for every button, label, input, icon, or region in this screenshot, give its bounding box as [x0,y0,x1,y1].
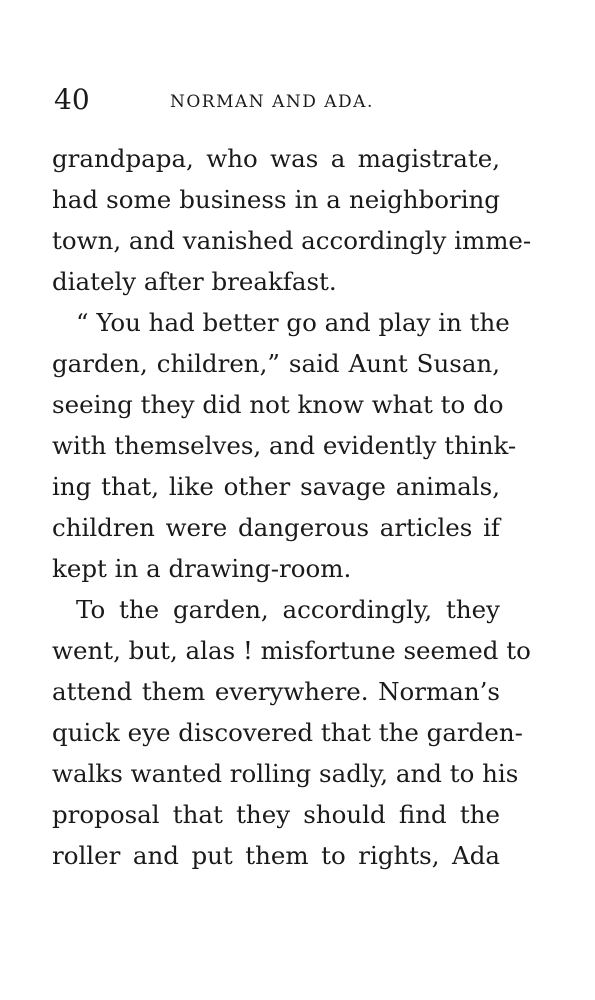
text-line: To the garden, accordingly, they [76,595,500,624]
text-line: quick eye discovered that the garden- [52,718,523,747]
text-line: grandpapa, who was a magistrate, [52,144,500,173]
running-head: NORMAN AND ADA. [170,92,374,112]
body-text [52,138,532,876]
text-line: attend them everywhere. Norman’s [52,677,500,706]
text-line: seeing they did not know what to do [52,390,504,419]
text-line: children were dangerous articles if [52,513,500,542]
text-line: with themselves, and evidently think- [52,431,517,460]
text-line: town, and vanished accordingly imme- [52,226,532,255]
text-line: ing that, like other savage animals, [52,472,500,501]
text-line: walks wanted rolling sadly, and to his [52,759,519,788]
text-line: went, but, alas ! misfortune seemed to [52,636,531,665]
text-line: garden, children,” said Aunt Susan, [52,349,500,378]
text-line: proposal that they should find the [52,800,500,829]
text-line: “ You had better go and play in the [76,308,510,337]
text-line: roller and put them to rights, Ada [52,841,500,870]
page-number: 40 [54,83,90,116]
page-header [40,82,540,122]
text-line: diately after breakfast. [52,267,337,296]
text-line: had some business in a neighboring [52,185,500,214]
text-line: kept in a drawing-room. [52,554,352,583]
